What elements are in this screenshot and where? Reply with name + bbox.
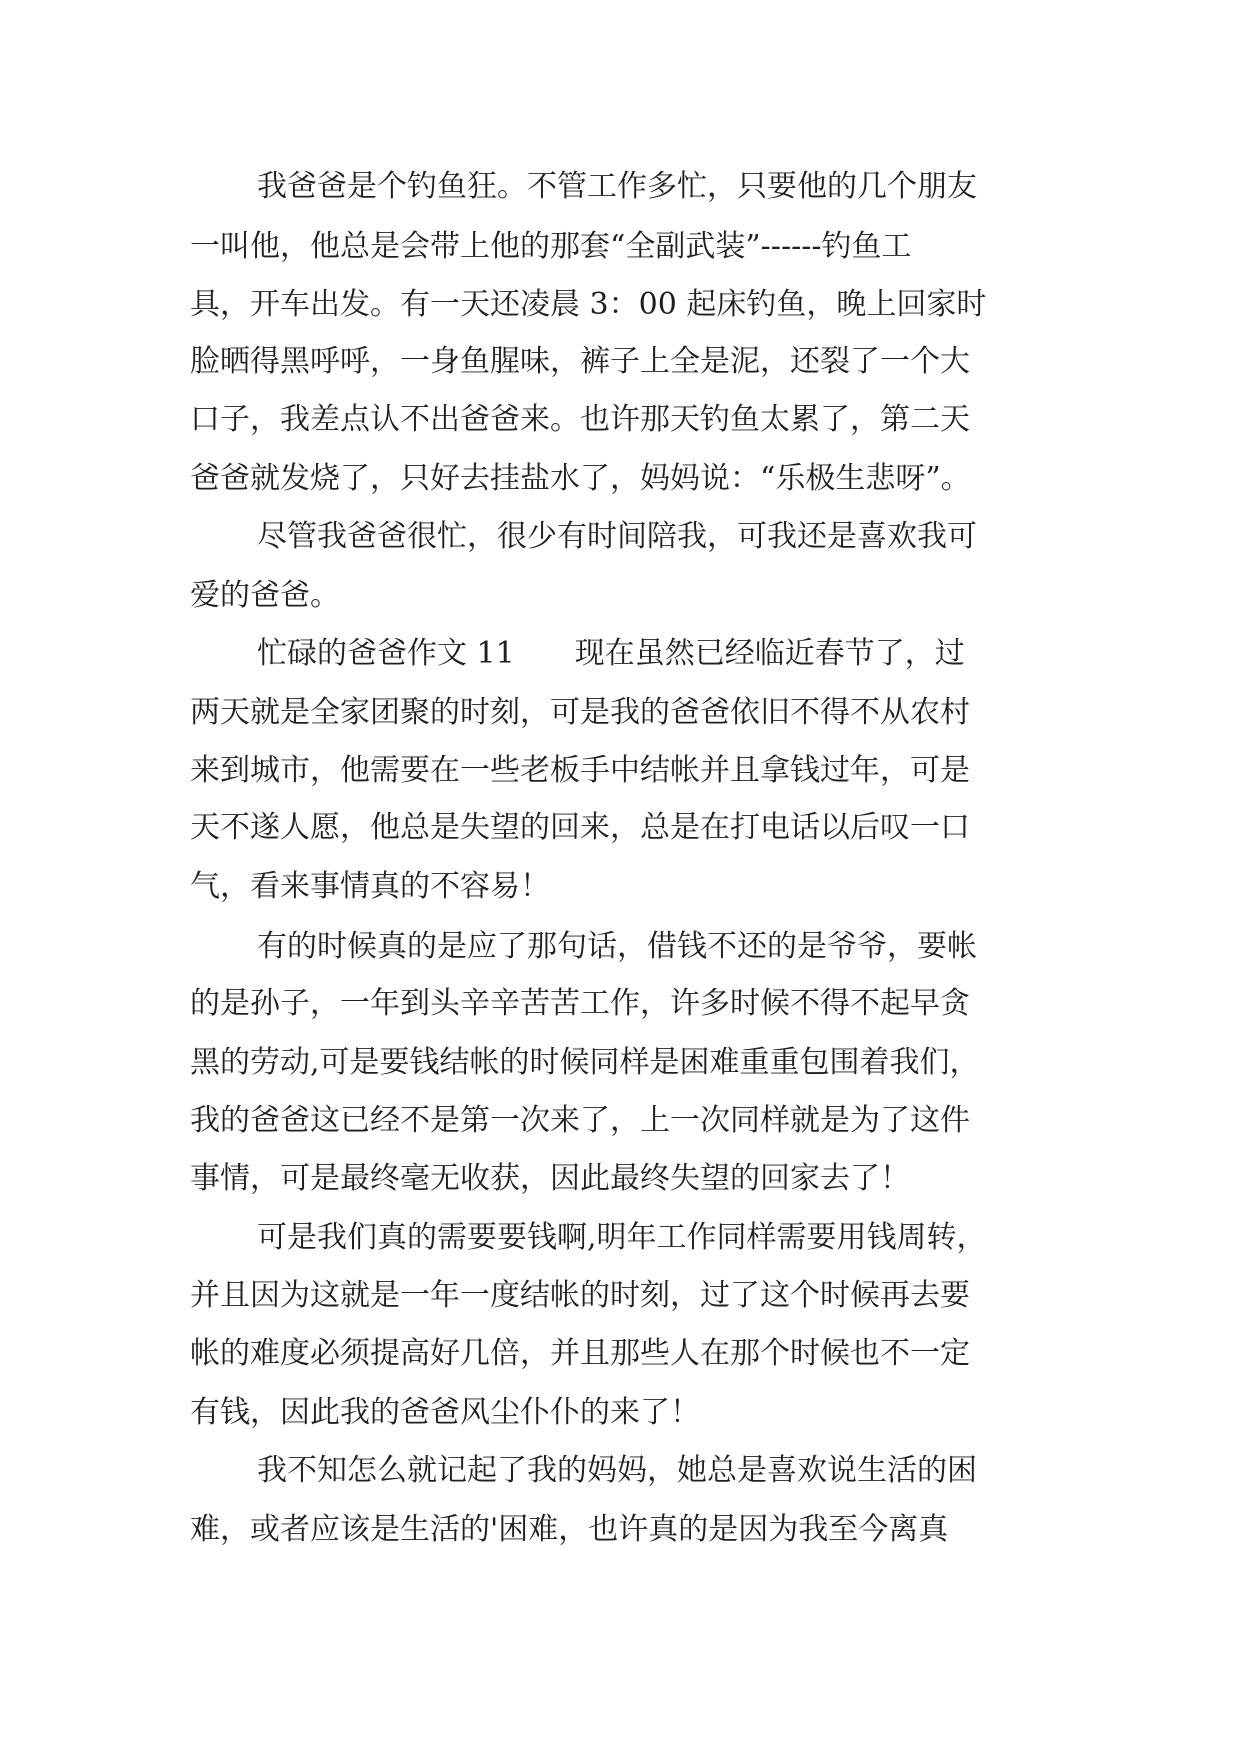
- text-line: 我的爸爸这已经不是第一次来了，上一次同样就是为了这件: [190, 1103, 970, 1138]
- text-line: 有钱，因此我的爸爸风尘仆仆的来了！: [190, 1395, 700, 1430]
- text-line: 天不遂人愿，他总是失望的回来，总是在打电话以后叹一口: [190, 810, 970, 845]
- text-line: 忙碌的爸爸作文 11 现在虽然已经临近春节了，过: [257, 636, 965, 671]
- text-line: 帐的难度必须提高好几倍，并且那些人在那个时候也不一定: [190, 1336, 970, 1371]
- text-line: 的是孙子，一年到头辛辛苦苦工作，许多时候不得不起早贪: [190, 986, 970, 1021]
- text-line: 爸爸就发烧了，只好去挂盐水了，妈妈说：“乐极生悲呀”。: [190, 461, 971, 496]
- text-line: 难，或者应该是生活的'困难，也许真的是因为我至今离真: [190, 1512, 949, 1547]
- text-line: 我不知怎么就记起了我的妈妈，她总是喜欢说生活的困: [257, 1453, 977, 1488]
- text-line: 可是我们真的需要要钱啊,明年工作同样需要用钱周转，: [257, 1220, 987, 1255]
- text-line: 事情，可是最终毫无收获，因此最终失望的回家去了！: [190, 1161, 910, 1196]
- text-line: 一叫他，他总是会带上他的那套“全副武装”------钓鱼工: [190, 229, 912, 264]
- text-line: 爱的爸爸。: [190, 578, 340, 613]
- text-line: 有的时候真的是应了那句话，借钱不还的是爷爷，要帐: [257, 929, 977, 964]
- text-line: 我爸爸是个钓鱼狂。不管工作多忙，只要他的几个朋友: [257, 169, 977, 204]
- text-line: 脸晒得黑呼呼，一身鱼腥味，裤子上全是泥，还裂了一个大: [190, 344, 970, 379]
- text-line: 尽管我爸爸很忙，很少有时间陪我，可我还是喜欢我可: [257, 519, 977, 554]
- text-line: 口子，我差点认不出爸爸来。也许那天钓鱼太累了，第二天: [190, 402, 970, 437]
- text-line: 来到城市，他需要在一些老板手中结帐并且拿钱过年，可是: [190, 753, 970, 788]
- text-line: 并且因为这就是一年一度结帐的时刻，过了这个时候再去要: [190, 1278, 970, 1313]
- text-line: 黑的劳动,可是要钱结帐的时候同样是困难重重包围着我们，: [190, 1045, 980, 1080]
- text-line: 两天就是全家团聚的时刻，可是我的爸爸依旧不得不从农村: [190, 695, 970, 730]
- text-line: 气，看来事情真的不容易！: [190, 869, 550, 904]
- text-line: 具，开车出发。有一天还凌晨 3：00 起床钓鱼，晚上回家时: [190, 287, 987, 322]
